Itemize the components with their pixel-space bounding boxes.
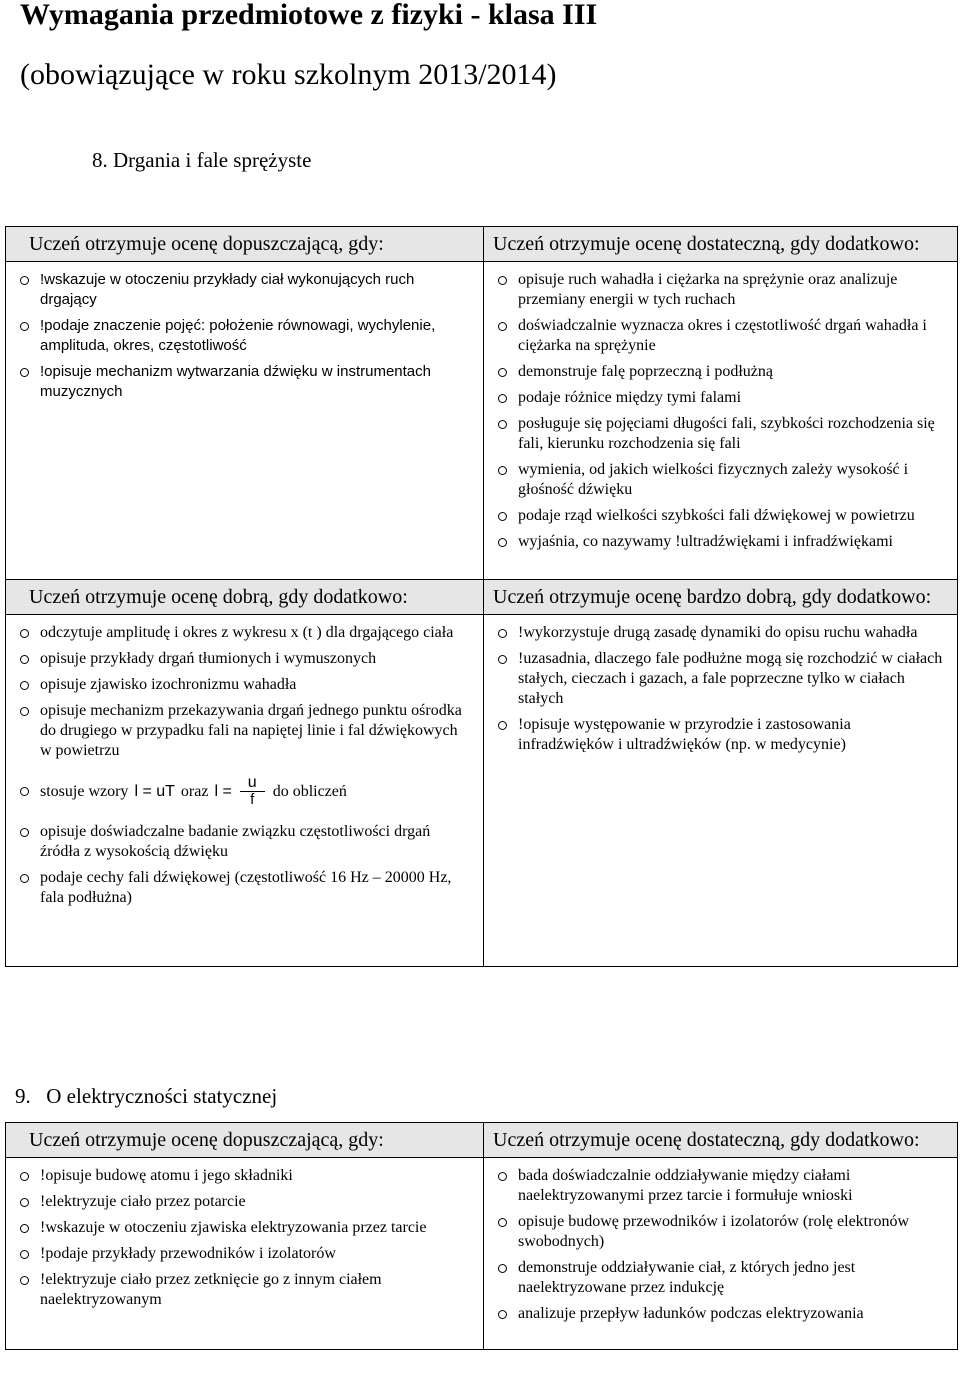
page-title: Wymagania przedmiotowe z fizyki - klasa III [20,0,598,31]
bullet-icon [20,322,29,331]
bullet-icon [498,322,507,331]
list-item: !opisuje występowanie w przyrodzie i zastosowania infradźwięków i ultradźwięków (np. w medycynie) [494,715,945,755]
list-item: demonstruje falę poprzeczną i podłużną [494,362,945,382]
list-item: opisuje doświadczalne badanie związku częstotliwości drgań źródła z wysokością dźwięku [16,822,471,862]
bullet-icon [20,368,29,377]
list-item: !podaje przykłady przewodników i izolatorów [16,1244,471,1264]
list-item: !wskazuje w otoczeniu zjawiska elektryzowania przez tarcie [16,1218,471,1238]
bullet-icon [498,394,507,403]
header-dostateczna: Uczeń otrzymuje ocenę dostateczną, gdy dodatkowo: [484,227,958,262]
bullet-icon [498,368,507,377]
bullet-icon [20,707,29,716]
list-item: opisuje ruch wahadła i ciężarka na sprężynie oraz analizuje przemiany energii w tych ruchach [494,270,945,310]
formula-wavelength: l = uT [134,782,175,800]
bullet-icon [20,681,29,690]
bullet-icon [20,1198,29,1207]
bullet-icon [20,828,29,837]
bullet-icon [498,1218,507,1227]
section-9-name: O elektryczności statycznej [46,1084,278,1108]
section-8-name: Drgania i fale sprężyste [113,148,312,172]
bullet-icon [498,1310,507,1319]
header-dopuszczajaca: Uczeń otrzymuje ocenę dopuszczającą, gdy: [6,1123,484,1158]
header-bardzo-dobra: Uczeń otrzymuje ocenę bardzo dobrą, gdy dodatkowo: [484,580,958,615]
header-dostateczna: Uczeń otrzymuje ocenę dostateczną, gdy dodatkowo: [484,1123,958,1158]
bullet-icon [20,787,29,796]
bullet-icon [20,1172,29,1181]
list-item: !elektryzuje ciało przez potarcie [16,1192,471,1212]
section-8-title [92,148,311,173]
header-dopuszczajaca: Uczeń otrzymuje ocenę dopuszczającą, gdy: [6,227,484,262]
list-item: wymienia, od jakich wielkości fizycznych zależy wysokość i głośność dźwięku [494,460,945,500]
list-item: analizuje przepływ ładunków podczas elektryzowania [494,1304,945,1324]
list-item: opisuje mechanizm przekazywania drgań jednego punktu ośrodka do drugiego w przypadku fali na napiętej linie i fal dźwiękowych w powietrzu [16,701,471,761]
list-item [16,775,471,808]
bullet-icon [498,629,507,638]
list-item: opisuje budowę przewodników i izolatorów (rolę elektronów swobodnych) [494,1212,945,1252]
bullet-icon [20,874,29,883]
bullet-icon [498,1264,507,1273]
list-item: !opisuje budowę atomu i jego składniki [16,1166,471,1186]
list-item: !elektryzuje ciało przez zetknięcie go z innym ciałem naelektryzowanym [16,1270,471,1310]
list-item: !wskazuje w otoczeniu przykłady ciał wykonujących ruch drgający [16,270,471,310]
list-item: !uzasadnia, dlaczego fale podłużne mogą się rozchodzić w ciałach stałych, cieczach i gazach, a fale poprzeczne tylko w ciałach stałych [494,649,945,709]
bullet-icon [498,1172,507,1181]
bullet-icon [498,655,507,664]
list-dopuszczajaca [6,262,484,580]
section-8-number: 8. [92,148,108,172]
bullet-icon [20,1276,29,1285]
formula-line: stosuje wzory l = uT oraz l = $\frac{u}{f}$ do obliczeń [40,774,347,808]
formula-fraction: $\frac{u}{f}$ [240,775,265,808]
list-item: !podaje znaczenie pojęć: położenie równowagi, wychylenie, amplituda, okres, częstotliwość [16,316,471,356]
list-item: bada doświadczalnie oddziaływanie między ciałami naelektryzowanymi przez tarcie i formułuje wnioski [494,1166,945,1206]
list-item: !opisuje mechanizm wytwarzania dźwięku w instrumentach muzycznych [16,362,471,402]
section-9-number: 9. [15,1084,31,1108]
bullet-icon [20,1250,29,1259]
section-9-table [5,1122,958,1350]
list-item: doświadczalnie wyznacza okres i częstotliwość drgań wahadła i ciężarka na sprężynie [494,316,945,356]
bullet-icon [498,538,507,547]
list-item: podaje cechy fali dźwiękowej (częstotliwość 16 Hz – 20000 Hz, fala podłużna) [16,868,471,908]
bullet-icon [20,1224,29,1233]
list-item: demonstruje oddziaływanie ciał, z których jedno jest naelektryzowane przez indukcję [494,1258,945,1298]
list-item: !wykorzystuje drugą zasadę dynamiki do opisu ruchu wahadła [494,623,945,643]
bullet-icon [20,276,29,285]
list-dostateczna [484,262,958,580]
list-bardzo-dobra [484,615,958,967]
list-item: podaje rząd wielkości szybkości fali dźwiękowej w powietrzu [494,506,945,526]
section-8-table [5,226,958,967]
bullet-icon [20,629,29,638]
list-item: wyjaśnia, co nazywamy !ultradźwiękami i infradźwiękami [494,532,945,552]
bullet-icon [498,466,507,475]
bullet-icon [498,721,507,730]
list-item: opisuje zjawisko izochronizmu wahadła [16,675,471,695]
bullet-icon [498,276,507,285]
list-item: opisuje przykłady drgań tłumionych i wymuszonych [16,649,471,669]
header-dobra: Uczeń otrzymuje ocenę dobrą, gdy dodatkowo: [6,580,484,615]
list-item: odczytuje amplitudę i okres z wykresu x (t ) dla drgającego ciała [16,623,471,643]
bullet-icon [20,655,29,664]
list-dostateczna [484,1158,958,1350]
list-dobra [6,615,484,967]
list-item: posługuje się pojęciami długości fali, szybkości rozchodzenia się fali, kierunku rozchodzenia się fali [494,414,945,454]
page-subtitle: (obowiązujące w roku szkolnym 2013/2014) [20,58,557,91]
section-9-title [15,1084,277,1109]
bullet-icon [498,512,507,521]
list-item: podaje różnice między tymi falami [494,388,945,408]
list-dopuszczajaca [6,1158,484,1350]
bullet-icon [498,420,507,429]
